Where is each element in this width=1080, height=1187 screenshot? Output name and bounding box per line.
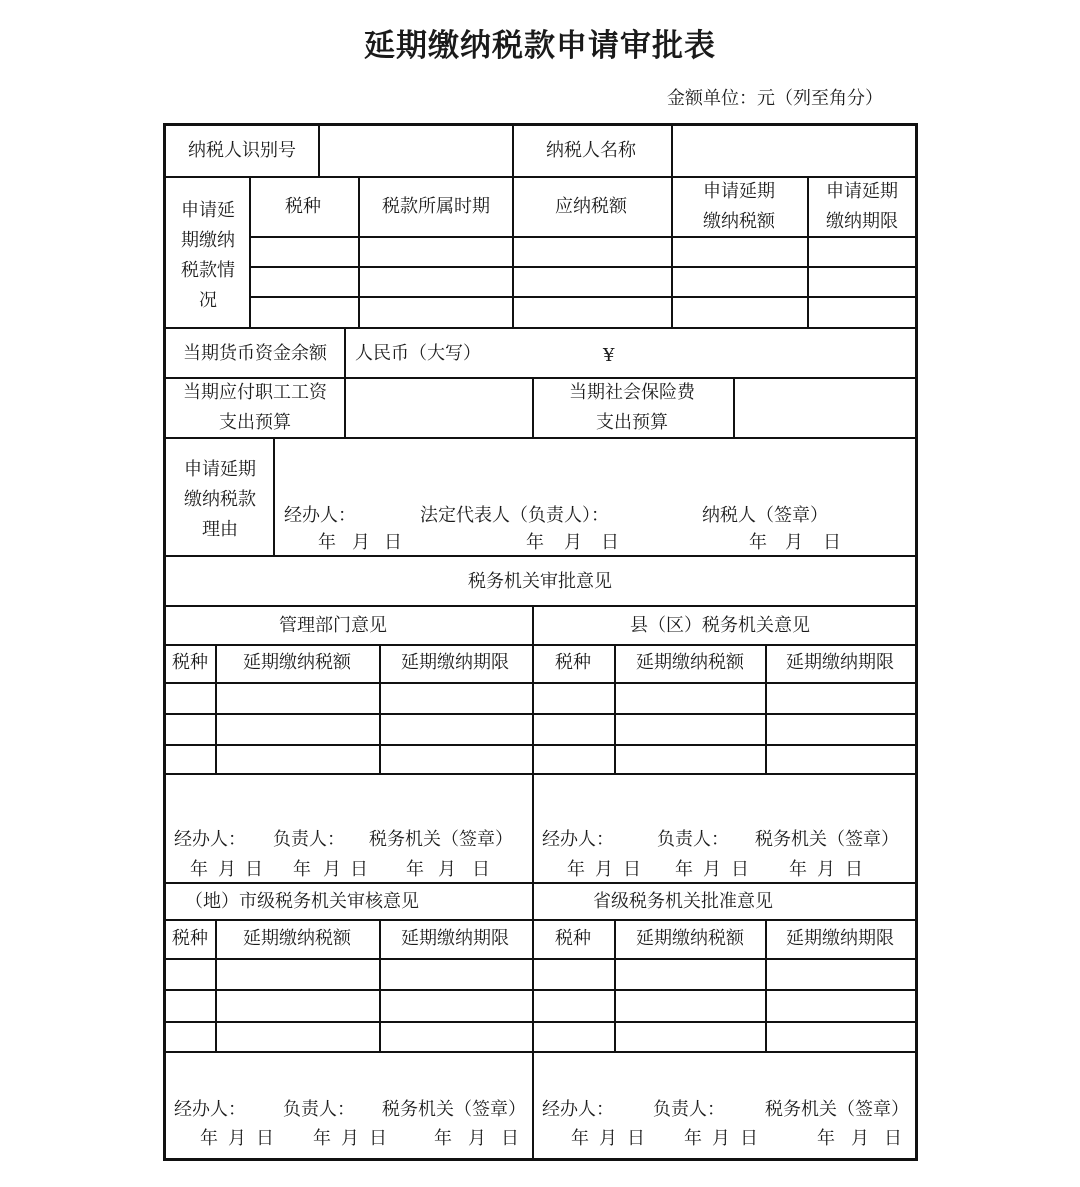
date-day: 日 [245, 859, 263, 880]
row-line [249, 266, 915, 268]
date-month: 月 [817, 859, 835, 880]
date-day: 日 [350, 859, 368, 880]
col-deferred-limit: 申请延期 [826, 181, 898, 202]
row-line [166, 919, 915, 921]
sign-responsible: 负责人： [273, 829, 345, 850]
sign-handler: 经办人： [542, 1099, 614, 1120]
row-line [166, 682, 915, 684]
col-deferred-amount: 缴纳税额 [703, 211, 775, 232]
sign-responsible: 负责人： [283, 1099, 355, 1120]
sub-deferred-limit: 延期缴纳期限 [786, 928, 894, 949]
date-year: 年 [200, 1128, 218, 1149]
date-month: 月 [564, 532, 582, 553]
sub-deferred-amount: 延期缴纳税额 [636, 652, 744, 673]
row-line [166, 958, 915, 960]
sign-tax-authority: 税务机关（签章） [765, 1099, 909, 1120]
date-day: 日 [845, 859, 863, 880]
date-month: 月 [703, 859, 721, 880]
date-month: 月 [228, 1128, 246, 1149]
sub-tax-type: 税种 [172, 928, 208, 949]
row-line [166, 1021, 915, 1023]
sub-deferred-amount: 延期缴纳税额 [636, 928, 744, 949]
county-authority-label: 县（区）税务机关意见 [630, 615, 810, 636]
row-line [166, 644, 915, 646]
sub-deferred-limit: 延期缴纳期限 [401, 928, 509, 949]
sub-deferred-amount: 延期缴纳税额 [243, 652, 351, 673]
reason-taxpayer-seal: 纳税人（签章） [702, 505, 828, 526]
row-line [166, 605, 915, 607]
sign-tax-authority: 税务机关（签章） [369, 829, 513, 850]
sign-handler: 经办人： [542, 829, 614, 850]
date-day: 日 [472, 859, 490, 880]
col-deferred-amount: 申请延期 [703, 181, 775, 202]
approval-form [163, 123, 918, 1161]
col-line [273, 437, 275, 555]
col-line [318, 126, 320, 176]
row-line [249, 236, 915, 238]
wages-budget-label: 当期应付职工工资 [183, 382, 327, 403]
reason-label: 申请延期 [184, 459, 256, 480]
date-month: 月 [323, 859, 341, 880]
row-line [166, 989, 915, 991]
date-year: 年 [567, 859, 585, 880]
management-dept-label: 管理部门意见 [279, 615, 387, 636]
row-line [166, 713, 915, 715]
date-month: 月 [851, 1128, 869, 1149]
date-year: 年 [318, 532, 336, 553]
date-year: 年 [675, 859, 693, 880]
col-line [249, 176, 251, 327]
date-month: 月 [438, 859, 456, 880]
col-line [379, 644, 381, 773]
cash-balance-label: 当期货币资金余额 [183, 343, 327, 364]
wages-budget-label: 支出预算 [219, 412, 291, 433]
col-line [379, 919, 381, 1051]
date-day: 日 [623, 859, 641, 880]
col-deferred-limit: 缴纳期限 [826, 211, 898, 232]
row-line [166, 327, 915, 329]
date-year: 年 [190, 859, 208, 880]
reason-label: 理由 [202, 519, 238, 540]
col-line [614, 644, 616, 773]
date-day: 日 [369, 1128, 387, 1149]
date-year: 年 [406, 859, 424, 880]
row-line [166, 744, 915, 746]
col-line [614, 919, 616, 1051]
col-line [671, 126, 673, 327]
col-tax-period: 税款所属时期 [382, 196, 490, 217]
approval-header: 税务机关审批意见 [468, 571, 612, 592]
city-authority-label: （地）市级税务机关审核意见 [185, 891, 419, 912]
sign-handler: 经办人： [174, 1099, 246, 1120]
date-month: 月 [341, 1128, 359, 1149]
date-year: 年 [684, 1128, 702, 1149]
sub-tax-type: 税种 [555, 928, 591, 949]
row-line [166, 176, 915, 178]
date-day: 日 [256, 1128, 274, 1149]
col-line [807, 176, 809, 327]
date-day: 日 [627, 1128, 645, 1149]
date-year: 年 [313, 1128, 331, 1149]
apply-side-label: 申请延 [181, 200, 235, 221]
row-line [166, 773, 915, 775]
sub-deferred-limit: 延期缴纳期限 [786, 652, 894, 673]
date-year: 年 [817, 1128, 835, 1149]
date-day: 日 [823, 532, 841, 553]
col-line [344, 327, 346, 437]
col-line [532, 377, 534, 437]
date-year: 年 [789, 859, 807, 880]
date-month: 月 [595, 859, 613, 880]
col-line [532, 605, 534, 1158]
col-line [765, 919, 767, 1051]
unit-note: 金额单位：元（列至角分） [667, 88, 883, 109]
rmb-uppercase-label: 人民币（大写） [355, 343, 481, 364]
insurance-budget-label: 支出预算 [596, 412, 668, 433]
col-tax-type: 税种 [285, 196, 321, 217]
col-line [512, 126, 514, 327]
taxpayer-id-label: 纳税人识别号 [188, 140, 296, 161]
apply-side-label: 况 [199, 290, 217, 311]
date-year: 年 [749, 532, 767, 553]
date-year: 年 [526, 532, 544, 553]
row-line [249, 296, 915, 298]
date-month: 月 [468, 1128, 486, 1149]
col-line [215, 644, 217, 773]
reason-handler: 经办人： [284, 505, 356, 526]
yen-sign: ¥ [603, 345, 615, 366]
sign-handler: 经办人： [174, 829, 246, 850]
apply-side-label: 期缴纳 [181, 230, 235, 251]
province-authority-label: 省级税务机关批准意见 [593, 891, 773, 912]
date-month: 月 [218, 859, 236, 880]
date-day: 日 [384, 532, 402, 553]
sub-tax-type: 税种 [555, 652, 591, 673]
col-line [358, 176, 360, 327]
date-day: 日 [740, 1128, 758, 1149]
sub-deferred-limit: 延期缴纳期限 [401, 652, 509, 673]
reason-legal-rep: 法定代表人（负责人）： [420, 505, 609, 526]
col-payable-amount: 应纳税额 [555, 196, 627, 217]
sign-responsible: 负责人： [653, 1099, 725, 1120]
date-year: 年 [293, 859, 311, 880]
date-month: 月 [785, 532, 803, 553]
col-line [733, 377, 735, 437]
row-line [166, 1051, 915, 1053]
reason-label: 缴纳税款 [184, 489, 256, 510]
taxpayer-name-label: 纳税人名称 [546, 140, 636, 161]
insurance-budget-label: 当期社会保险费 [569, 382, 695, 403]
sign-responsible: 负责人： [657, 829, 729, 850]
page-title: 延期缴纳税款申请审批表 [364, 28, 716, 64]
sub-deferred-amount: 延期缴纳税额 [243, 928, 351, 949]
date-day: 日 [501, 1128, 519, 1149]
col-line [765, 644, 767, 773]
apply-side-label: 税款情 [181, 260, 235, 281]
col-line [215, 919, 217, 1051]
sub-tax-type: 税种 [172, 652, 208, 673]
sign-tax-authority: 税务机关（签章） [755, 829, 899, 850]
date-day: 日 [884, 1128, 902, 1149]
date-month: 月 [712, 1128, 730, 1149]
date-day: 日 [731, 859, 749, 880]
date-month: 月 [352, 532, 370, 553]
date-month: 月 [599, 1128, 617, 1149]
date-day: 日 [601, 532, 619, 553]
date-year: 年 [571, 1128, 589, 1149]
date-year: 年 [434, 1128, 452, 1149]
sign-tax-authority: 税务机关（签章） [382, 1099, 526, 1120]
